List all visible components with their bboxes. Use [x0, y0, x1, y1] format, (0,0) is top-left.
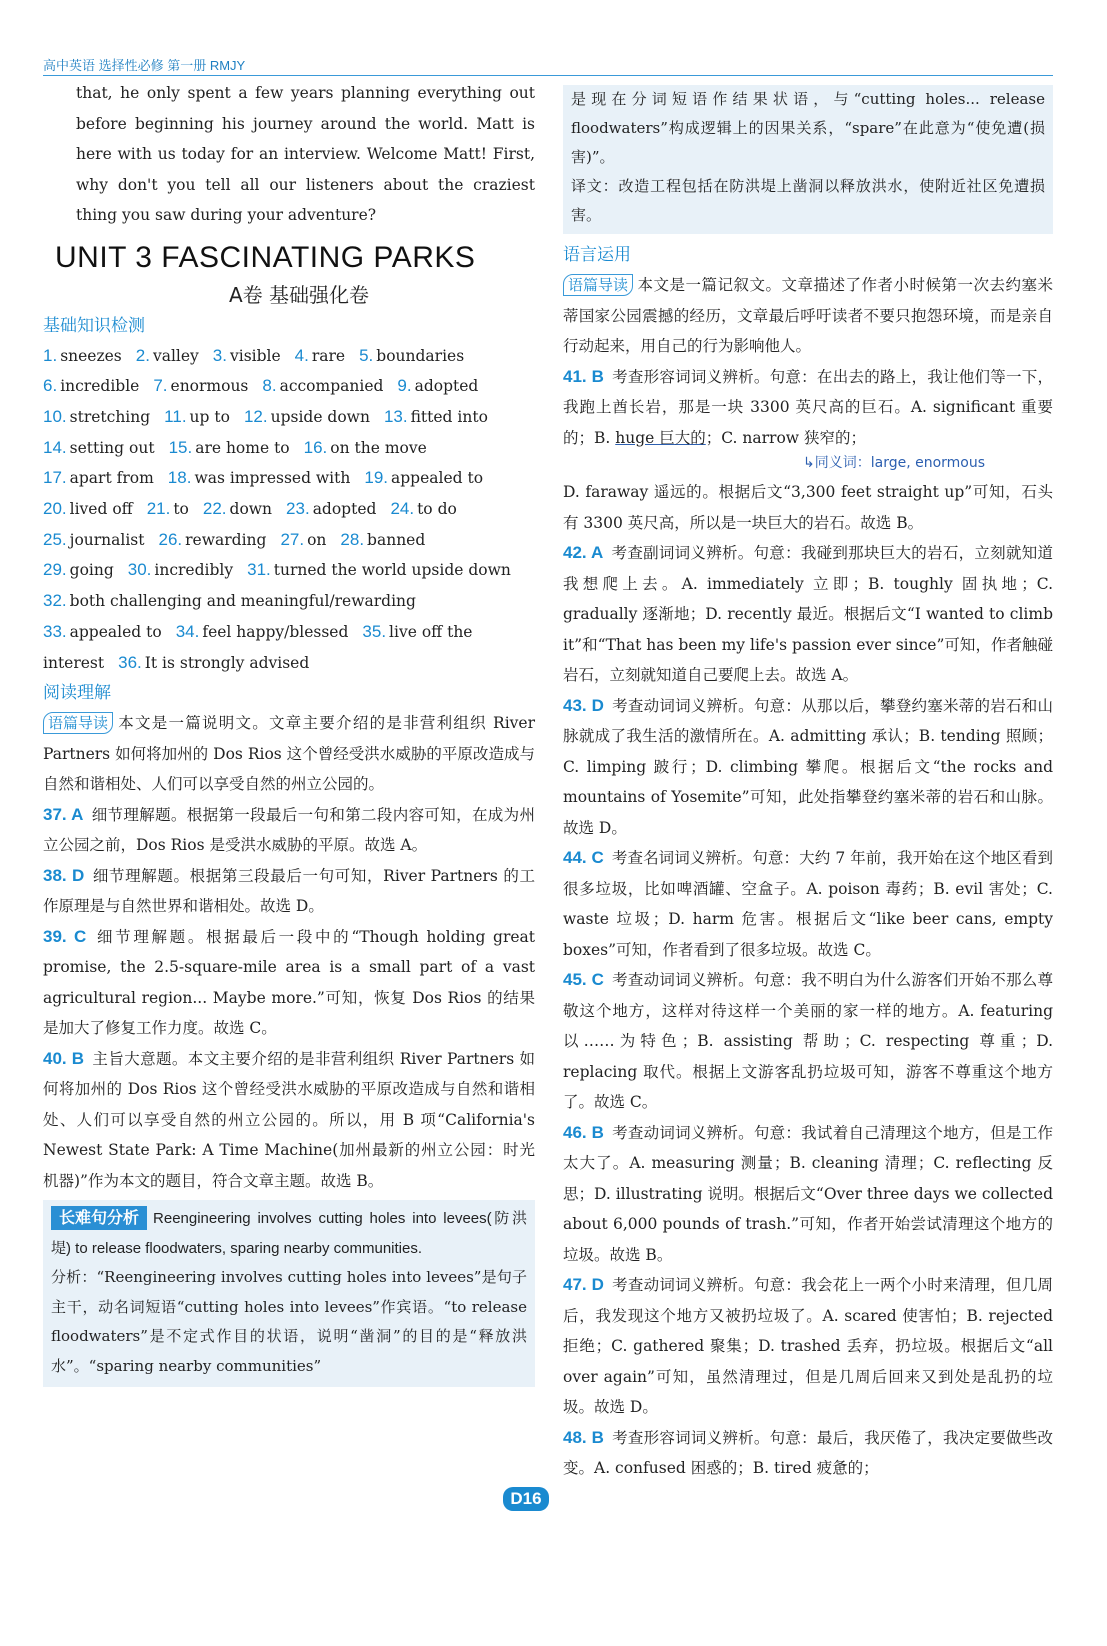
answer-number: 15.: [168, 437, 193, 457]
answer-number: 36.: [118, 652, 142, 672]
fill-answer: [118, 648, 309, 679]
fill-answer: [147, 494, 189, 525]
answer-item: [43, 922, 535, 1044]
answer-number: 35.: [362, 621, 387, 641]
fill-answer: [43, 463, 154, 494]
answer-text-cont: ；C. narrow 狭窄的；: [705, 428, 866, 447]
answer-text: lived off: [69, 500, 133, 519]
answer-number: 7.: [153, 376, 168, 396]
fill-answer: [169, 433, 290, 464]
fill-answer: [384, 402, 488, 433]
page-header: [43, 55, 1053, 76]
answer-number: 11.: [164, 406, 187, 426]
answer-number: 12.: [243, 406, 268, 426]
answer-number: 27.: [280, 529, 305, 549]
answer-text: rare: [311, 346, 346, 365]
answer-number: 23.: [286, 499, 310, 519]
answer-number: 48. B: [563, 1427, 604, 1447]
fill-answer: [43, 555, 114, 586]
answer-text: to: [173, 500, 189, 519]
answer-number: 30.: [127, 560, 152, 580]
answer-text: feel happy/blessed: [202, 622, 349, 641]
answer-item: [563, 1423, 1053, 1484]
answer-number: 40. B: [43, 1048, 85, 1068]
fill-answer: [43, 402, 150, 433]
page-number: D16: [503, 1487, 549, 1511]
answer-text: rewarding: [185, 530, 267, 549]
fill-answer: [247, 555, 511, 586]
fill-answer: [244, 402, 370, 433]
fill-answer: [43, 586, 416, 617]
answer-item: [43, 861, 535, 922]
left-column: [43, 78, 535, 1387]
reading-guide-text: 本文是一篇说明文。文章主要介绍的是非营利组织 River Partners 如何将加州的 Dos Rios 这个曾经受洪水威胁的平原改造成与自然和谐相处、人们可以享受自然的州立公园的。: [43, 714, 535, 794]
answer-number: 5.: [359, 345, 374, 365]
answer-text: going: [69, 561, 114, 580]
answer-number: 26.: [158, 529, 183, 549]
basic-answer-list: [43, 341, 535, 679]
passage-excerpt: that, he only spent a few years planning everything out before beginning his journey around the world. Matt is here with us today for an interview. Welcome Matt! First, why don't you tell all our listeners about the craziest thing you saw during your adventure?: [76, 84, 535, 224]
fill-answer: [153, 371, 248, 402]
answer-text: banned: [367, 530, 426, 549]
answer-text: journalist: [69, 530, 145, 549]
section-basic-title: 基础知识检测: [43, 315, 145, 336]
answer-text: enormous: [170, 377, 249, 396]
answer-text: valley: [152, 346, 199, 365]
long-sentence-label: 长难句分析: [51, 1206, 147, 1230]
long-sentence: [51, 1204, 527, 1263]
header-text: 高中英语 选择性必修 第一册 RMJY: [43, 58, 246, 73]
answer-number: 16.: [303, 437, 328, 457]
language-answer-list: [563, 538, 1053, 1484]
answer-text: 考查动词词义辨析。句意：从那以后，攀登约塞米蒂的岩石和山脉就成了我生活的激情所在。A. admitting 承认；B. tending 照顾；C. limping 跛行；D. climbing 攀爬。根据后文“the rocks and mountains of Yosemite”可知，此处指攀登约塞米蒂的岩石和山脉。故选 D。: [563, 696, 1053, 837]
fill-answer: [43, 617, 162, 648]
fill-answer: [43, 341, 122, 372]
answer-number: 9.: [397, 376, 412, 396]
fill-answer: [43, 371, 139, 402]
fill-answer: [164, 402, 230, 433]
answer-number: 45. C: [563, 970, 604, 989]
answer-number: 32.: [43, 591, 67, 611]
fill-answer: [203, 494, 272, 525]
answer-number: 13.: [383, 406, 408, 426]
answer-text: down: [229, 500, 273, 519]
fill-answer: [390, 494, 456, 525]
answer-number: 42. A: [563, 543, 604, 562]
long-sentence-text: Reengineering involves cutting holes into levees(防洪堤) to release floodwaters, sparing nearby communities.: [51, 1210, 527, 1257]
analysis-continued-text: 是现在分词短语作结果状语，与“cutting holes... release floodwaters”构成逻辑上的因果关系，“spare”在此意为“使免遭(损害)”。: [571, 90, 1045, 166]
answer-text: up to: [189, 407, 230, 426]
answer-text: appealed to: [391, 469, 484, 488]
answer-text: incredible: [60, 377, 140, 396]
right-column: [563, 85, 1053, 1484]
answer-text: 考查动词词义辨析。句意：我会花上一两个小时来清理，但几周后，我发现这个地方又被扔垃圾了。A. scared 使害怕；B. rejected 拒绝；C. gathered 聚集；D. trashed 丢弃，扔垃圾。根据后文“all over again”可知，虽然清理过，但是几周后回来又到处是乱扔的垃圾。故选 D。: [563, 1276, 1053, 1416]
answer-number: 44. C: [563, 848, 604, 867]
answer-text: 主旨大意题。本文主要介绍的是非营利组织 River Partners 如何将加州的 Dos Rios 这个曾经受洪水威胁的平原改造成与自然和谐相处、人们可以享受自然的州立公园的。所以，用 B 项“California's Newest State Park: A Time Machine(加州最新的州立公园：时光机器)”作为本文的题目，符合文章主题。故选 B。: [43, 1049, 535, 1190]
answer-number: 2.: [135, 345, 150, 365]
fill-answer: [340, 525, 425, 556]
answer-text: upside down: [270, 407, 370, 426]
answer-text: 考查形容词词义辨析。句意：最后，我厌倦了，我决定要做些改变。A. confused 困惑的；B. tired 疲惫的；: [563, 1428, 1053, 1477]
answer-number: 24.: [390, 499, 415, 519]
answer-text: incredibly: [154, 561, 234, 580]
answer-row: [43, 525, 535, 556]
answer-text: on the move: [330, 438, 427, 457]
answer-text: 细节理解题。根据最后一段中的“Though holding great promise, the 2.5-square-mile area is a small part of a vast agricultural region... Maybe more.”可知，恢复 Dos Rios 的结果是加大了修复工作力度。故选 C。: [43, 927, 535, 1038]
answer-number: 29.: [43, 560, 67, 580]
fill-answer: [286, 494, 376, 525]
fill-answer: [128, 555, 233, 586]
answer-item: [43, 800, 535, 861]
fill-answer: [359, 341, 464, 372]
answer-text: live off the: [389, 622, 473, 641]
answer-number: 28.: [340, 529, 365, 549]
answer-number: 6.: [43, 376, 58, 396]
answer-number: 18.: [167, 468, 192, 488]
answer-item: [563, 538, 1053, 691]
reading-guide: [43, 708, 535, 800]
answer-text: stretching: [69, 407, 151, 426]
answer-item: [563, 691, 1053, 844]
answer-text: 考查形容词词义辨析。句意：在出去的路上，我让他们等一下，我跑上酋长岩，那是一块 3300 英尺高的巨石。A. significant 重要的；B.: [563, 367, 1053, 447]
fill-answer: [176, 617, 349, 648]
answer-text: fitted into: [410, 407, 488, 426]
fill-answer: [362, 617, 472, 648]
answer-number: 1.: [43, 345, 58, 365]
answer-number: 31.: [247, 560, 271, 580]
answer-number: 10.: [43, 406, 67, 426]
answer-number: 46. B: [563, 1122, 604, 1142]
answer-number: 41. B: [563, 366, 604, 386]
answer-number: 3.: [212, 345, 227, 365]
answer-number: 8.: [262, 376, 277, 396]
fill-answer: [43, 525, 145, 556]
language-guide-tag: 语篇导读: [563, 274, 633, 296]
answer-text: accompanied: [279, 377, 384, 396]
section-reading-title: 阅读理解: [43, 683, 111, 704]
fill-answer: [159, 525, 267, 556]
fill-answer: [43, 648, 104, 679]
answer-text: appealed to: [69, 622, 162, 641]
analysis-continued: [563, 85, 1053, 234]
answer-text: visible: [229, 346, 281, 365]
answer-text: 考查副词词义辨析。句意：我碰到那块巨大的岩石，立刻就知道我想爬上去。A. immediately 立即；B. toughly 固执地；C. gradually 逐渐地；D. recently 最近。根据后文“I wanted to climb it”和“That has been my life's passion ever since”可知，作者触碰岩石，立刻就知道自己要爬上去。故选 A。: [563, 544, 1053, 684]
answer-row: [43, 555, 535, 586]
reading-guide-tag: 语篇导读: [43, 712, 113, 734]
fill-answer: [43, 433, 155, 464]
language-guide: [563, 270, 1053, 362]
answer-number: 33.: [43, 621, 67, 641]
answer-item: [563, 965, 1053, 1118]
answer-text: both challenging and meaningful/rewarding: [69, 592, 416, 611]
answer-text: 考查动词词义辨析。句意：我试着自己清理这个地方，但是工作太大了。A. measuring 测量；B. cleaning 清理；C. reflecting 反思；D. illustrating 说明。根据后文“Over three days we collected about 6,000 pounds of trash.”可知，作者开始尝试清理这个地方的垃圾。故选 B。: [563, 1123, 1053, 1264]
answer-row: [43, 494, 535, 525]
answer-row: [43, 433, 535, 464]
reading-answer-list: [43, 800, 535, 1197]
answer-row: [43, 463, 535, 494]
answer-text: turned the world upside down: [273, 561, 511, 580]
answer-item: [563, 1118, 1053, 1271]
answer-number: 47. D: [563, 1275, 604, 1294]
answer-number: 38. D: [43, 865, 85, 885]
fill-answer: [213, 341, 281, 372]
fill-answer: [304, 433, 427, 464]
answer-text: 细节理解题。根据第一段最后一句和第二段内容可知，在成为州立公园之前，Dos Rios 是受洪水威胁的平原。故选 A。: [43, 805, 535, 855]
answer-text: apart from: [69, 469, 154, 488]
fill-answer: [397, 371, 478, 402]
answer-text: sneezes: [60, 346, 122, 365]
handwritten-note: ↳同义词：large, enormous: [803, 455, 986, 471]
answer-text: was impressed with: [194, 469, 351, 488]
long-sentence-analysis: [43, 1200, 535, 1387]
answer-number: 19.: [364, 468, 388, 488]
answer-text: 细节理解题。根据第三段最后一句可知，River Partners 的工作原理是与自然世界和谐相处。故选 D。: [43, 866, 535, 916]
answer-text: adopted: [414, 377, 479, 396]
answer-text: on: [307, 530, 327, 549]
long-sentence-analysis-text: 分析：“Reengineering involves cutting holes into levees”是句子主干，动名词短语“cutting holes into levees”作宾语。“to release floodwaters”是不定式作目的状语，说明“凿洞”的目的是“释放洪水”。“sparing nearby communities”: [51, 1268, 527, 1375]
answer-text: setting out: [69, 438, 155, 457]
answer-number: 14.: [43, 437, 67, 457]
fill-answer: [43, 494, 133, 525]
fill-answer: [136, 341, 199, 372]
answer-row: [43, 617, 535, 648]
answer-text: boundaries: [376, 346, 465, 365]
answer-text: 考查动词词义辨析。句意：我不明白为什么游客们开始不那么尊敬这个地方，这样对待这样一个美丽的家一样的地方。A. featuring 以……为特色；B. assisting 帮助；C. respecting 尊重；D. replacing 取代。根据上文游客乱扔垃圾可知，游客不尊重这个地方了。故选 C。: [563, 971, 1053, 1111]
answer-text: It is strongly advised: [144, 653, 310, 672]
answer-item-cont: D. faraway 遥远的。根据后文“3,300 feet straight up”可知，石头有 3300 英尺高，所以是一块巨大的岩石。故选 B。: [563, 483, 1053, 532]
handwritten-note-text: 同义词：large, enormous: [814, 455, 986, 471]
translation-text: 译文：改造工程包括在防洪堤上凿洞以释放洪水，使附近社区免遭损害。: [571, 177, 1045, 224]
answer-item: [563, 362, 1053, 454]
answer-number: 4.: [294, 345, 309, 365]
highlighted-word: huge 巨大的: [615, 428, 706, 447]
fill-answer: [168, 463, 351, 494]
answer-row: [43, 648, 535, 679]
fill-answer: [364, 463, 483, 494]
answer-row: [43, 586, 535, 617]
answer-number: 21.: [146, 499, 171, 519]
answer-number: 37. A: [43, 804, 84, 824]
answer-number: 43. D: [563, 695, 604, 715]
answer-number: 39. C: [43, 926, 87, 946]
unit-title: UNIT 3 FASCINATING PARKS: [55, 240, 476, 274]
answer-text: adopted: [312, 500, 377, 519]
answer-row: [43, 341, 535, 372]
answer-number: 22.: [202, 499, 227, 519]
answer-row: [43, 402, 535, 433]
answer-item: [43, 1044, 535, 1197]
answer-number: 34.: [175, 621, 200, 641]
answer-text: 考查名词词义辨析。句意：大约 7 年前，我开始在这个地区看到很多垃圾，比如啤酒罐、空盒子。A. poison 毒药；B. evil 害处；C. waste 垃圾；D. harm 危害。根据后文“like beer cans, empty boxes”可知，作者看到了很多垃圾。故选 C。: [563, 849, 1054, 959]
answer-text: to do: [417, 500, 457, 519]
answer-number: 25.: [43, 529, 67, 549]
fill-answer: [295, 341, 345, 372]
answer-number: 17.: [43, 468, 67, 488]
fill-answer: [262, 371, 383, 402]
fill-answer: [280, 525, 326, 556]
answer-number: 20.: [43, 499, 67, 519]
answer-item: [563, 843, 1053, 965]
answer-item: [563, 1270, 1053, 1423]
answer-text: are home to: [195, 438, 290, 457]
answer-text: interest: [43, 653, 105, 672]
section-language-title: 语言运用: [563, 245, 631, 265]
answer-row: [43, 371, 535, 402]
unit-subtitle: A卷 基础强化卷: [228, 282, 370, 307]
language-guide-text: 本文是一篇记叙文。文章描述了作者小时候第一次去约塞米蒂国家公园震撼的经历，文章最后呼吁读者不要只抱怨环境，而是亲自行动起来，用自己的行为影响他人。: [563, 276, 1053, 355]
